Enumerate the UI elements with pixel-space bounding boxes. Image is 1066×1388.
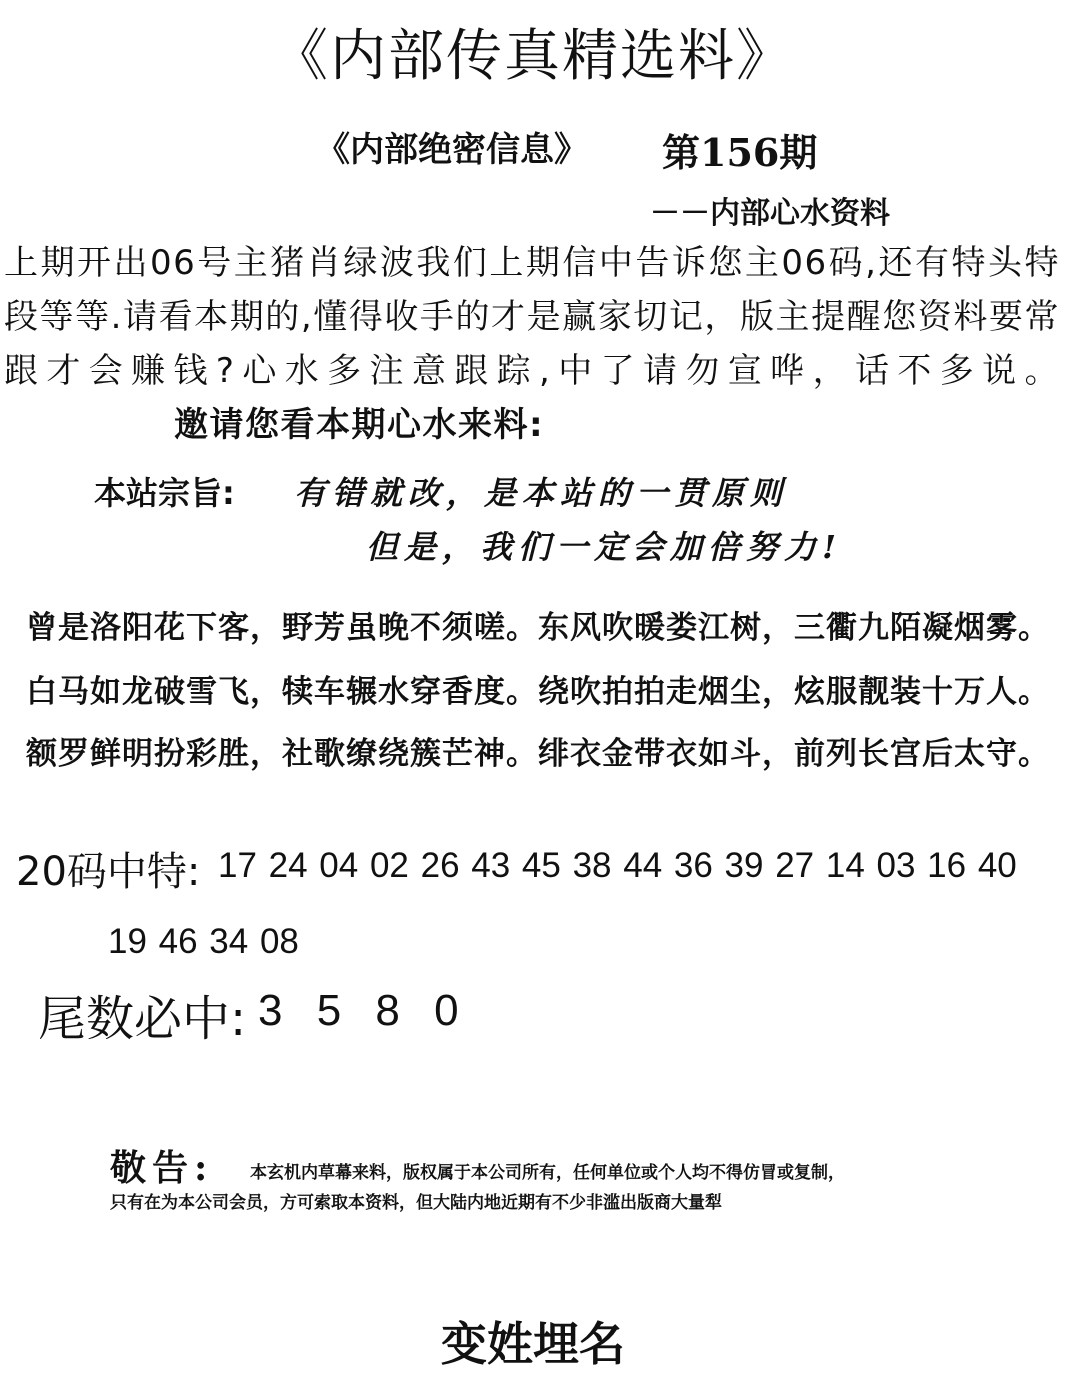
picks-numbers: 17 24 04 02 26 43 45 38 44 36 39 27 14 03 16 40 <box>218 846 1017 885</box>
picks-label: 20码中特: <box>16 849 201 895</box>
intro-paragraph <box>4 236 1060 452</box>
poem-line: 曾是洛阳花下客，野芳虽晚不须嗟。东风吹暖娄江树，三衢九陌凝烟雾。 <box>26 610 1050 646</box>
tail-label: 尾数必中: <box>38 991 247 1047</box>
poem-line: 白马如龙破雪飞，犊车辗水穿香度。绕吹拍拍走烟尘，炫服靓装十万人。 <box>26 674 1050 710</box>
notice-label: 敬告: <box>110 1147 214 1189</box>
tail-numbers: 3 5 8 0 <box>258 986 459 1035</box>
principle-label: 本站宗旨: <box>94 474 235 512</box>
poem-line: 额罗鲜明扮彩胜，社歌缭绕簇芒神。绯衣金带衣如斗，前列长宫后太守。 <box>26 736 1050 772</box>
invite-line: 邀请您看本期心水来料: <box>174 405 545 445</box>
issue-number: 第156期 <box>662 130 818 175</box>
notice-line-1: 本玄机内草幕来料，版权属于本公司所有，任何单位或个人均不得仿冒或复制， <box>250 1163 845 1183</box>
source-note: －－内部心水资料 <box>650 196 890 231</box>
principle-line-1: 有错就改，是本站的一贯原则 <box>294 474 789 512</box>
principle-line-2: 但是，我们一定会加倍努力! <box>366 528 843 566</box>
main-title: 《内部传真精选料》 <box>272 24 794 89</box>
intro-text: 上期开出06号主猪肖绿波我们上期信中告诉您主06码,还有特头特段等等.请看本期的,懂得收手的才是赢家切记，版主提醒您资料要常跟才会赚钱?心水多注意跟踪,中了请勿宣哗，话不多说。 <box>4 243 1060 391</box>
picks-numbers-continued: 19 46 34 08 <box>108 922 299 961</box>
notice-line-2: 只有在为本公司会员，方可索取本资料，但大陆内地近期有不少非滥出版商大量犁 <box>110 1193 722 1213</box>
sub-title: 《内部绝密信息》 <box>316 130 588 170</box>
footer-text: 变姓埋名 <box>441 1317 625 1371</box>
